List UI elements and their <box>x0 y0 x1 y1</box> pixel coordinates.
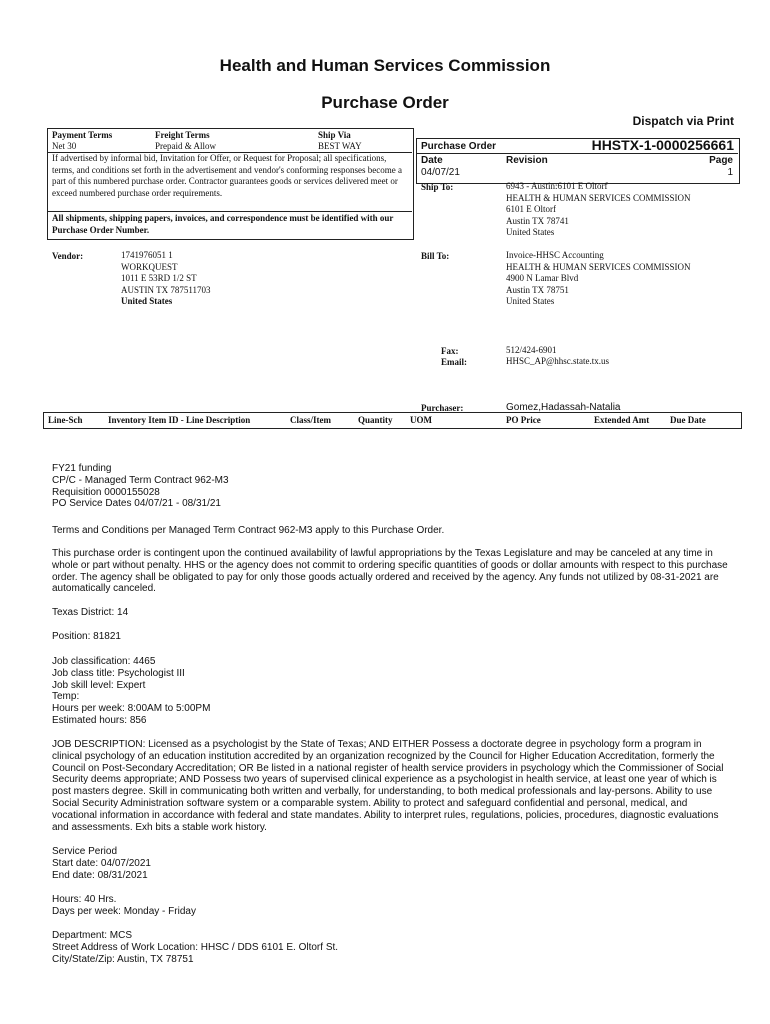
address-line: 6101 E Oltorf <box>506 204 556 214</box>
vendor-address <box>121 250 211 308</box>
address-line: AUSTIN TX 787511703 <box>121 284 211 295</box>
dispatch-label: Dispatch via Print <box>632 114 734 128</box>
hours-block <box>52 894 732 918</box>
contingent-paragraph: This purchase order is contingent upon the continued availability of lawful appropriations by the Texas Legislature and may be canceled at any time in whole or part without penalty. HHS or the agency does not commit to ordering specific quantities of goods or dollar amounts with respect to this purchase order. The agency shall be obligated to pay for only those goods actually ordered and received by the agency. Any funds not utilized by 08-31-2021 are automatically canceled. <box>52 548 728 595</box>
col-due-date: Due Date <box>670 415 706 425</box>
funding-line: PO Service Dates 04/07/21 - 08/31/21 <box>52 498 221 510</box>
ship-to-address <box>506 181 690 239</box>
po-divider <box>417 153 738 154</box>
advert-text: If advertised by informal bid, Invitation for Offer, or Request for Proposal; all specifications, terms, and conditions set forth in the advertisement and vendor's conforming responses become a part of this numbered purchase order. Contractor guarantees goods or services delivered meet or exceed numbered purchase order requirements. <box>52 153 403 198</box>
job-line: Job skill level: Expert <box>52 679 146 691</box>
address-line: 1011 E 53RD 1/2 ST <box>121 273 197 283</box>
col-extended-amt: Extended Amt <box>594 415 650 425</box>
dept-line: Street Address of Work Location: HHSC / DDS 6101 E. Oltorf St. <box>52 941 339 953</box>
job-block <box>52 656 732 727</box>
address-line: 6943 - Austin:6101 E Oltorf <box>506 181 608 191</box>
doc-type-title: Purchase Order <box>321 93 449 112</box>
job-line: Job classification: 4465 <box>52 656 156 667</box>
funding-line: Requisition 0000155028 <box>52 486 160 498</box>
address-line: 4900 N Lamar Blvd <box>506 273 579 283</box>
col-class-item: Class/Item <box>290 415 331 425</box>
address-line: Austin TX 78741 <box>506 215 569 226</box>
department-block <box>52 930 732 965</box>
funding-line: CP/C - Managed Term Contract 962-M3 <box>52 474 229 486</box>
vendor-label: Vendor: <box>52 251 84 261</box>
ship-via-label: Ship Via <box>318 130 351 140</box>
address-line: HEALTH & HUMAN SERVICES COMMISSION <box>506 261 691 272</box>
job-line: Job class title: Psychologist III <box>52 667 185 679</box>
page-label: Page <box>709 155 733 166</box>
hours-line: Days per week: Monday - Friday <box>52 905 196 917</box>
service-period-block <box>52 846 732 881</box>
purchaser-value: Gomez,Hadassah-Natalia <box>506 402 621 413</box>
job-line: Temp: <box>52 691 80 703</box>
dept-line: City/State/Zip: Austin, TX 78751 <box>52 953 194 965</box>
service-line: Service Period <box>52 846 118 857</box>
notes-divider <box>48 211 412 212</box>
job-line: Estimated hours: 856 <box>52 714 147 726</box>
date-value: 04/07/21 <box>421 167 460 178</box>
payment-terms-value: Net 30 <box>52 141 77 151</box>
district-line: Texas District: 14 <box>52 607 129 618</box>
col-uom: UOM <box>410 415 432 425</box>
funding-block <box>52 463 732 510</box>
revision-label: Revision <box>506 155 548 166</box>
freight-terms-value: Prepaid & Allow <box>155 141 216 151</box>
job-description: JOB DESCRIPTION: Licensed as a psychologist by the State of Texas; AND EITHER Possess a doctorate degree in psychology form a program in clinical psychology of an education institution accredited by an organization recognized by the Council for Higher Education Accreditation, formerly the Council on Post-Secondary Accreditation; OR Be listed in a national register of health service providers in psychology which the Commissioner of Social Security deems appropriate; AND Possess two years of supervised clinical experience as a psychologist in health service, at least one year of which is post masters degree. Skill in communicating both written and verbally, for understanding, to both medical professionals and lay-persons. Ability to use Social Security Administration software system or a comparable system. Ability to protect and safeguard confidential and personal, medical, and vocational information in accordance with federal and state mandates. Ability to interpret rules, regulations, policies, procedures, diagnostic evaluations and assessments. Exh bits a stable work history. <box>52 739 724 833</box>
bill-to-label: Bill To: <box>421 251 450 261</box>
shipments-note: All shipments, shipping papers, invoices, and correspondence must be identified with our Purchase Order Number. <box>52 213 394 235</box>
address-line: Austin TX 78751 <box>506 284 569 295</box>
org-title: Health and Human Services Commission <box>219 56 551 75</box>
funding-line: FY21 funding <box>52 463 112 474</box>
bill-to-address <box>506 250 690 308</box>
page-value: 1 <box>727 167 733 178</box>
address-line: HEALTH & HUMAN SERVICES COMMISSION <box>506 192 691 203</box>
payment-terms-label: Payment Terms <box>52 130 113 140</box>
col-quantity: Quantity <box>358 415 393 425</box>
fax-label: Fax: <box>441 346 459 356</box>
hours-line: Hours: 40 Hrs. <box>52 894 117 905</box>
address-line: United States <box>506 227 555 237</box>
terms-conditions: Terms and Conditions per Managed Term Contract 962-M3 apply to this Purchase Order. <box>52 525 445 536</box>
col-item-description: Inventory Item ID - Line Description <box>108 415 251 425</box>
po-label: Purchase Order <box>421 141 497 152</box>
date-label: Date <box>421 155 443 166</box>
address-line: WORKQUEST <box>121 261 178 272</box>
fax-value: 512/424-6901 <box>506 345 557 355</box>
ship-to-label: Ship To: <box>421 182 454 192</box>
col-po-price: PO Price <box>506 415 541 425</box>
email-value[interactable]: HHSC_AP@hhsc.state.tx.us <box>506 356 610 366</box>
freight-terms-label: Freight Terms <box>155 130 210 140</box>
position-line: Position: 81821 <box>52 631 121 642</box>
ship-via-value: BEST WAY <box>318 141 362 151</box>
service-line: End date: 08/31/2021 <box>52 869 148 881</box>
address-line: 1741976051 1 <box>121 250 173 260</box>
address-line: United States <box>121 296 173 306</box>
address-line: United States <box>506 296 555 306</box>
service-line: Start date: 04/07/2021 <box>52 857 151 869</box>
email-label: Email: <box>441 357 467 367</box>
purchaser-label: Purchaser: <box>421 403 464 413</box>
dept-line: Department: MCS <box>52 930 133 941</box>
job-line: Hours per week: 8:00AM to 5:00PM <box>52 703 211 715</box>
col-line-sch: Line-Sch <box>48 415 83 425</box>
address-line: Invoice-HHSC Accounting <box>506 250 604 260</box>
po-number: HHSTX-1-0000256661 <box>591 137 734 153</box>
